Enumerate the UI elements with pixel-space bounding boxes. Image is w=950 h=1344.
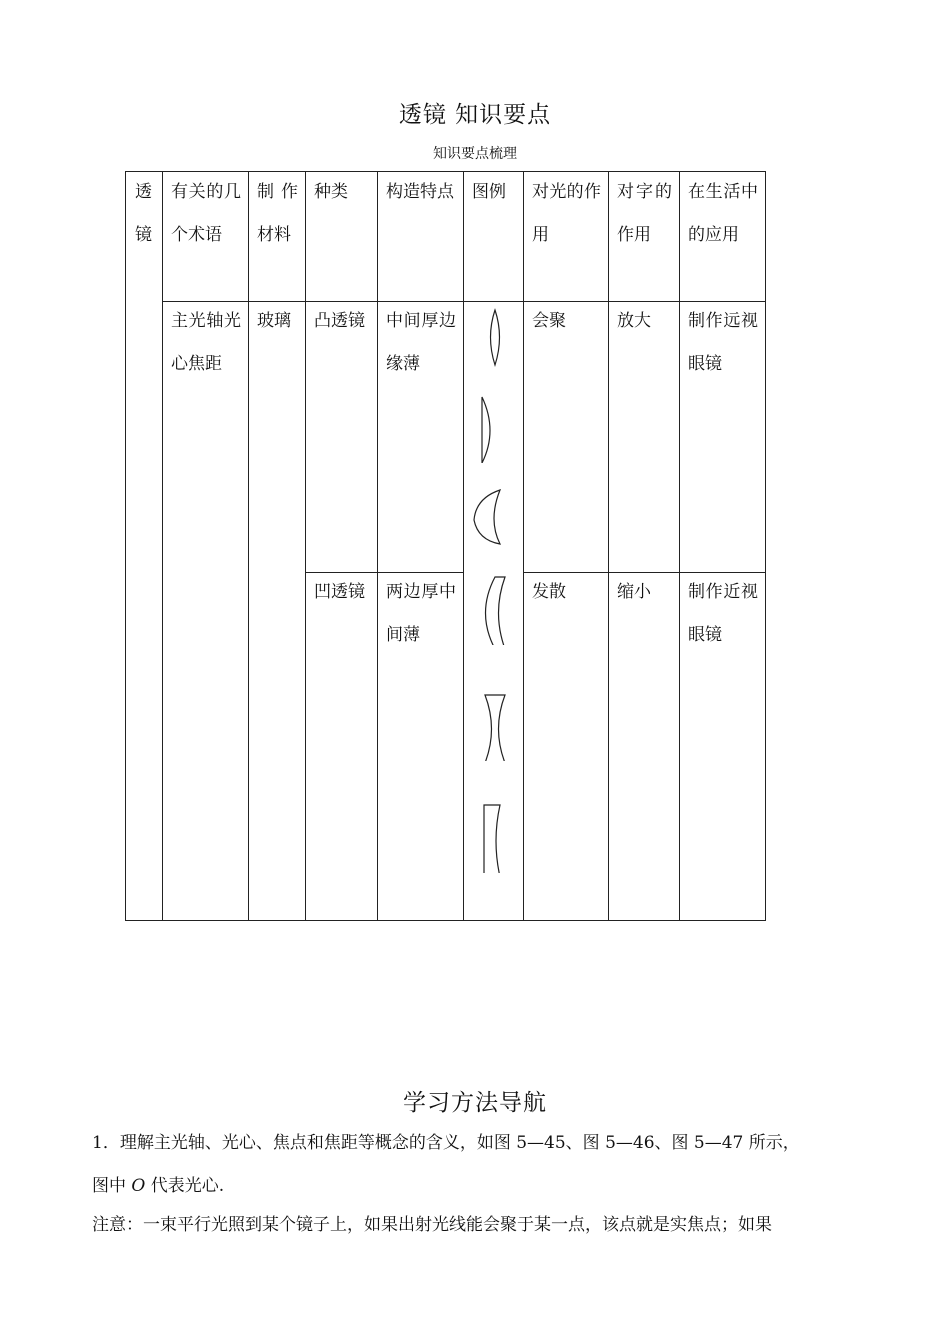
header-diagram: 图例 xyxy=(472,182,506,202)
header-light-effect: 对光的作用 xyxy=(532,182,601,245)
header-application: 在生活中的应用 xyxy=(688,182,758,245)
header-lens: 透镜 xyxy=(135,182,152,245)
biconcave-lens-icon xyxy=(470,691,520,761)
convex-kind-cell: 凸透镜 xyxy=(314,311,365,331)
convex-light-effect-cell: 会聚 xyxy=(532,311,566,331)
lens-knowledge-table xyxy=(125,171,765,920)
paragraph-2: 注意：一束平行光照到某个镜子上，如果出射光线能会聚于某一点，该点就是实焦点；如果 xyxy=(92,1215,772,1235)
header-kind: 种类 xyxy=(314,182,348,202)
material-cell: 玻璃 xyxy=(257,311,291,331)
header-structure: 构造特点 xyxy=(386,182,454,202)
plano-convex-lens-icon xyxy=(470,393,520,463)
paragraph-1-line-2: 图中 O 代表光心. xyxy=(92,1176,225,1196)
convex-meniscus-lens-icon xyxy=(470,486,520,556)
concave-text-effect-cell: 缩小 xyxy=(617,582,651,602)
page-title: 透镜 知识要点 xyxy=(398,102,552,128)
header-text-effect: 对字的作用 xyxy=(617,182,672,245)
concave-meniscus-lens-icon xyxy=(470,575,520,645)
convex-text-effect-cell: 放大 xyxy=(617,311,651,331)
concave-structure-cell: 两边厚中间薄 xyxy=(386,582,456,645)
plano-concave-lens-icon xyxy=(470,803,520,873)
section-title-study-methods: 学习方法导航 xyxy=(403,1090,547,1116)
concave-application-cell: 制作近视眼镜 xyxy=(688,582,758,645)
biconvex-lens-icon xyxy=(470,307,520,377)
convex-structure-cell: 中间厚边缘薄 xyxy=(386,311,456,374)
paragraph-1-line-1: 1．理解主光轴、光心、焦点和焦距等概念的含义，如图 5—45、图 5—46、图 5—47 所示， xyxy=(92,1133,800,1153)
concave-light-effect-cell: 发散 xyxy=(532,582,566,602)
header-terms: 有关的几个术语 xyxy=(171,182,241,245)
convex-application-cell: 制作远视眼镜 xyxy=(688,311,758,374)
table-caption: 知识要点梳理 xyxy=(433,146,517,162)
concave-kind-cell: 凹透镜 xyxy=(314,582,365,602)
terms-cell: 主光轴光心焦距 xyxy=(171,311,241,374)
header-material: 制作材料 xyxy=(257,182,298,245)
table-gridlines xyxy=(125,171,766,921)
